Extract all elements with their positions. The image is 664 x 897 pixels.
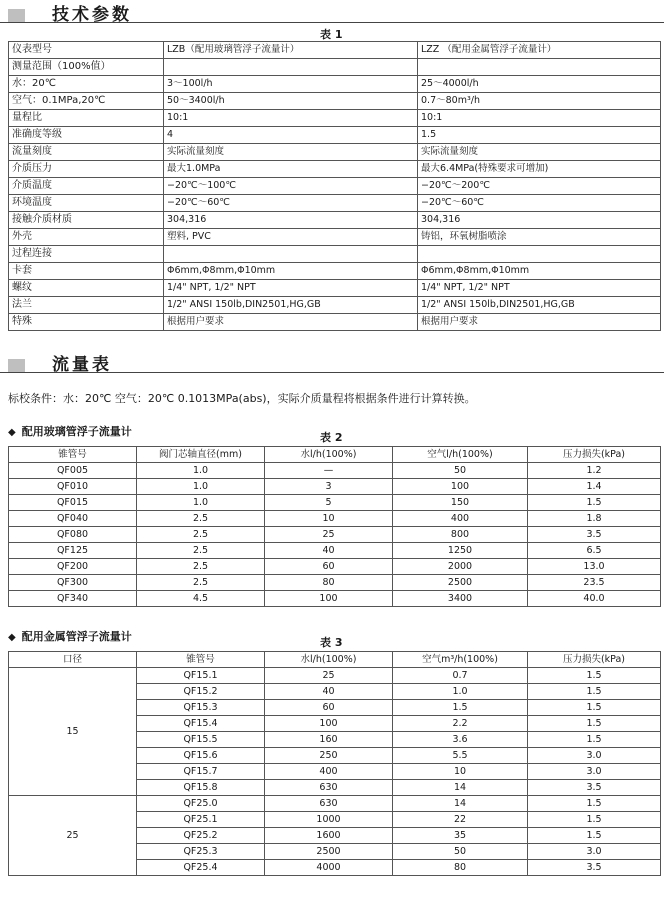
param-value [164,59,418,76]
table-row [9,591,661,607]
table-cell: QF15.6 [137,748,265,764]
table-cell: 1.2 [528,463,661,479]
param-value: 实际流量刻度 [164,144,418,161]
table-cell: 1.5 [528,732,661,748]
table-cell: 1.0 [137,463,265,479]
table-row [9,42,661,59]
column-header: 阀门芯轴直径(mm) [137,447,265,463]
table-cell: 2.5 [137,559,265,575]
param-value: 25～4000l/h [418,76,661,93]
table-cell: 1.5 [528,495,661,511]
table-cell: 40 [265,543,393,559]
param-value [418,59,661,76]
table-cell: 50 [393,844,528,860]
table-cell: 2500 [393,575,528,591]
table-cell: 160 [265,732,393,748]
param-value [164,246,418,263]
table-row [9,178,661,195]
param-label: 流量刻度 [9,144,164,161]
param-label: 水：20℃ [9,76,164,93]
param-value: 最大1.0MPa [164,161,418,178]
param-value: 10:1 [164,110,418,127]
section-header-tech-params [0,0,664,26]
table-row [9,93,661,110]
param-value: 304,316 [164,212,418,229]
table-cell: 25 [265,668,393,684]
section-header-flow-table [0,350,664,376]
param-label: 螺纹 [9,280,164,297]
param-label: 介质压力 [9,161,164,178]
table-cell: QF25.3 [137,844,265,860]
table-cell: 4.5 [137,591,265,607]
table-cell: QF040 [9,511,137,527]
table-cell: 100 [393,479,528,495]
param-value: 实际流量刻度 [418,144,661,161]
table-cell: QF010 [9,479,137,495]
table-cell: 1.5 [528,684,661,700]
diameter-cell: 25 [9,796,137,876]
param-label: 介质温度 [9,178,164,195]
param-value: Φ6mm,Φ8mm,Φ10mm [164,263,418,280]
table-cell: 60 [265,559,393,575]
table-cell: 2.2 [393,716,528,732]
param-label: 测量范围（100%值） [9,59,164,76]
column-header: 空气m³/h(100%) [393,652,528,668]
column-header: 锥管号 [137,652,265,668]
table-cell: 2000 [393,559,528,575]
table-cell: 3.0 [528,748,661,764]
table-cell: 800 [393,527,528,543]
table-cell: QF15.2 [137,684,265,700]
param-value: LZB（配用玻璃管浮子流量计） [164,42,418,59]
table-cell: 3.6 [393,732,528,748]
table-cell: 40 [265,684,393,700]
table-cell: QF15.3 [137,700,265,716]
table-cell: 1.8 [528,511,661,527]
param-value: 根据用户要求 [164,314,418,331]
param-label: 仪表型号 [9,42,164,59]
table2-subtitle-text: 配用玻璃管浮子流量计 [21,425,132,438]
param-label: 卡套 [9,263,164,280]
table-cell: 1.5 [528,796,661,812]
table2-caption: 表 2 [320,431,343,444]
param-value: 1/4" NPT, 1/2" NPT [164,280,418,297]
table-row [9,263,661,280]
table-cell: 1250 [393,543,528,559]
param-value: Φ6mm,Φ8mm,Φ10mm [418,263,661,280]
table-cell: 2.5 [137,511,265,527]
table-cell: 1.0 [137,479,265,495]
param-label: 外壳 [9,229,164,246]
table-cell: QF15.4 [137,716,265,732]
glass-tube-flow-table [8,446,661,607]
param-value: −20℃～100℃ [164,178,418,195]
metal-tube-flow-table [8,651,661,876]
table-cell: 5.5 [393,748,528,764]
param-label: 法兰 [9,297,164,314]
table2-subtitle [8,423,132,439]
table-row [9,229,661,246]
param-value: 1/2" ANSI 150lb,DIN2501,HG,GB [164,297,418,314]
param-label: 环境温度 [9,195,164,212]
table-cell: QF25.0 [137,796,265,812]
table-cell: QF125 [9,543,137,559]
table-cell: 6.5 [528,543,661,559]
table-cell: 80 [265,575,393,591]
table-row [9,76,661,93]
table-cell: 1.0 [137,495,265,511]
table-row [9,110,661,127]
table-row [9,144,661,161]
table-cell: 2.5 [137,575,265,591]
table-cell: 35 [393,828,528,844]
table-row [9,280,661,297]
table-row [9,559,661,575]
table-cell: 1.5 [528,700,661,716]
table-cell: 400 [393,511,528,527]
table-cell: 3.0 [528,764,661,780]
section-marker [8,359,25,372]
table-row [9,495,661,511]
table-cell: 3.0 [528,844,661,860]
table-cell: 40.0 [528,591,661,607]
param-value: 铸铝，环氧树脂喷涂 [418,229,661,246]
table3-subtitle [8,628,132,644]
table-cell: 3400 [393,591,528,607]
table-cell: QF25.1 [137,812,265,828]
table-cell: 23.5 [528,575,661,591]
param-value: −20℃～60℃ [418,195,661,212]
table-cell: 630 [265,796,393,812]
table-cell: QF15.8 [137,780,265,796]
table-cell: 1.5 [528,716,661,732]
section-title: 流量表 [52,355,112,375]
table-row [9,59,661,76]
table-cell: 10 [393,764,528,780]
param-value: 0.7～80m³/h [418,93,661,110]
table-row [9,127,661,144]
diameter-cell: 15 [9,668,137,796]
table-row [9,668,661,684]
table-cell: QF080 [9,527,137,543]
table-cell: 1600 [265,828,393,844]
table-cell: 3.5 [528,860,661,876]
table-cell: QF25.4 [137,860,265,876]
column-header: 空气l/h(100%) [393,447,528,463]
table-row [9,463,661,479]
table-cell: QF300 [9,575,137,591]
param-value: 304,316 [418,212,661,229]
table-cell: QF25.2 [137,828,265,844]
table-cell: QF005 [9,463,137,479]
table-cell: 4000 [265,860,393,876]
table-cell: 3.5 [528,527,661,543]
table-cell: 22 [393,812,528,828]
table3-subtitle-text: 配用金属管浮子流量计 [21,630,132,643]
table-row [9,297,661,314]
param-value: 1/4" NPT, 1/2" NPT [418,280,661,297]
table-cell: 25 [265,527,393,543]
table-cell: 50 [393,463,528,479]
diamond-icon: ◆ [8,427,16,438]
param-value: 1.5 [418,127,661,144]
param-label: 接触介质材质 [9,212,164,229]
param-label: 特殊 [9,314,164,331]
section-rule [0,372,664,373]
table-cell: 3.5 [528,780,661,796]
table-cell: 13.0 [528,559,661,575]
table-row [9,479,661,495]
column-header: 水l/h(100%) [265,447,393,463]
param-value: −20℃～200℃ [418,178,661,195]
param-value: LZZ （配用金属管浮子流量计） [418,42,661,59]
table-cell: 60 [265,700,393,716]
table-cell: QF15.5 [137,732,265,748]
table-row [9,195,661,212]
table3-caption: 表 3 [320,636,343,649]
param-value: 根据用户要求 [418,314,661,331]
table-row [9,161,661,178]
table-cell: — [265,463,393,479]
section-rule [0,22,664,23]
table-cell: 1.5 [528,828,661,844]
param-value: 1/2" ANSI 150lb,DIN2501,HG,GB [418,297,661,314]
table-cell: 150 [393,495,528,511]
param-value: 50～3400l/h [164,93,418,110]
param-value: 3～100l/h [164,76,418,93]
section-marker [8,9,25,22]
column-header: 口径 [9,652,137,668]
tech-params-table [8,41,661,331]
table-cell: 2.5 [137,527,265,543]
table-cell: 5 [265,495,393,511]
table-cell: 250 [265,748,393,764]
param-value: 10:1 [418,110,661,127]
table-row [9,575,661,591]
column-header: 压力损失(kPa) [528,447,661,463]
table-cell: 14 [393,780,528,796]
param-value: 最大6.4MPa(特殊要求可增加) [418,161,661,178]
param-label: 量程比 [9,110,164,127]
table-cell: QF015 [9,495,137,511]
param-value: 塑料, PVC [164,229,418,246]
param-value [418,246,661,263]
table-cell: 1.5 [528,812,661,828]
param-value: −20℃～60℃ [164,195,418,212]
table-cell: 80 [393,860,528,876]
table-row [9,212,661,229]
table-row [9,511,661,527]
column-header: 锥管号 [9,447,137,463]
column-header: 压力损失(kPa) [528,652,661,668]
calibration-note: 标校条件：水：20℃ 空气：20℃ 0.1013MPa(abs)，实际介质量程将根据条件进行计算转换。 [8,392,476,405]
param-label: 准确度等级 [9,127,164,144]
table-row [9,796,661,812]
table-cell: QF340 [9,591,137,607]
table-cell: QF15.7 [137,764,265,780]
table-row [9,527,661,543]
table-cell: 1.0 [393,684,528,700]
table-cell: 1000 [265,812,393,828]
table-row [9,543,661,559]
table-cell: 0.7 [393,668,528,684]
table-cell: 1.5 [528,668,661,684]
param-value: 4 [164,127,418,144]
table1-caption: 表 1 [320,28,343,41]
table-cell: 14 [393,796,528,812]
table-cell: 100 [265,716,393,732]
table-cell: 2.5 [137,543,265,559]
diamond-icon: ◆ [8,632,16,643]
table-row [9,246,661,263]
param-label: 过程连接 [9,246,164,263]
table-cell: 1.4 [528,479,661,495]
table-cell: 10 [265,511,393,527]
table-row [9,314,661,331]
param-label: 空气：0.1MPa,20℃ [9,93,164,110]
table-cell: QF200 [9,559,137,575]
table-cell: QF15.1 [137,668,265,684]
table-cell: 3 [265,479,393,495]
table-cell: 400 [265,764,393,780]
table-cell: 630 [265,780,393,796]
column-header: 水l/h(100%) [265,652,393,668]
section-title: 技术参数 [52,5,132,25]
table-cell: 1.5 [393,700,528,716]
table-cell: 100 [265,591,393,607]
table-cell: 2500 [265,844,393,860]
